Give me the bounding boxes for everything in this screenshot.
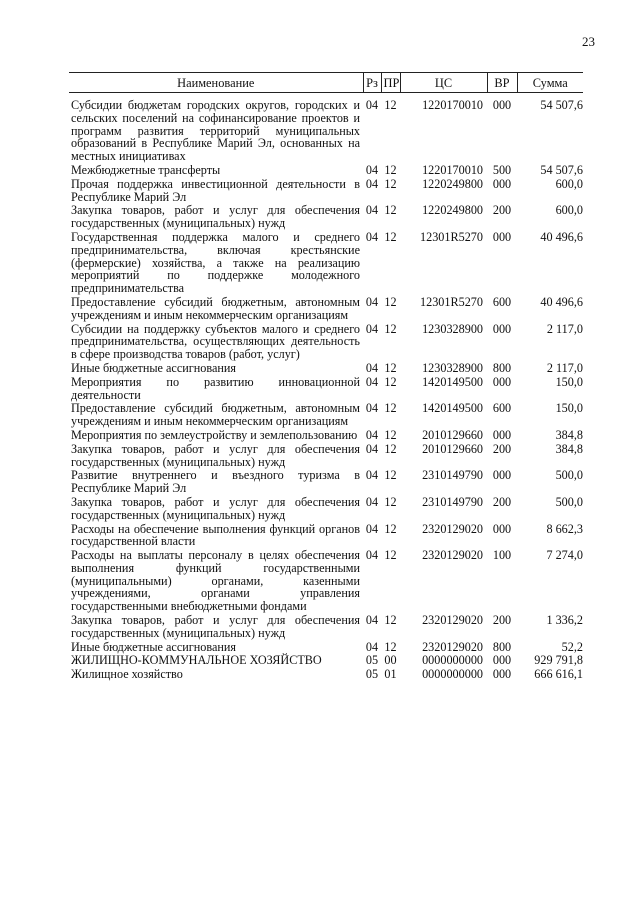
row-rz: 04: [365, 548, 379, 563]
row-name: Предоставление субсидий бюджетным, автономным учреждениям и иным некоммерческим организациям: [71, 294, 360, 322]
row-pr: 12: [384, 176, 397, 191]
table-row: [69, 204, 583, 231]
row-vr: 000: [492, 374, 512, 389]
row-sum: 150,0: [555, 401, 583, 416]
row-rz: 04: [365, 98, 379, 112]
row-cs: 2320129020: [422, 521, 483, 536]
row-rz: 04: [365, 401, 379, 416]
row-sum: 500,0: [555, 468, 583, 483]
row-vr: 000: [492, 653, 512, 668]
row-rz: 04: [365, 162, 379, 177]
row-name: Мероприятия по развитию инновационной деятельности: [71, 374, 360, 402]
row-vr: 600: [492, 401, 512, 416]
row-rz: 04: [365, 321, 379, 336]
row-name: Субсидии на поддержку субъектов малого и среднего предпринимательства, осуществляющих деятельность в сфере производства товаров (работ, услуг): [71, 321, 360, 362]
row-rz: 04: [365, 521, 379, 536]
row-vr: 000: [492, 229, 512, 244]
row-cs: 1230328900: [422, 360, 483, 375]
row-rz: 04: [365, 229, 379, 244]
row-name: Развитие внутреннего и въездного туризма в Республике Марий Эл: [71, 468, 360, 496]
table-row: [69, 641, 583, 655]
row-pr: 12: [384, 294, 397, 309]
row-name: Жилищное хозяйство: [71, 667, 183, 682]
row-sum: 384,8: [555, 441, 583, 456]
row-rz: 04: [365, 639, 379, 654]
row-sum: 600,0: [555, 176, 583, 191]
row-vr: 000: [492, 667, 512, 682]
row-name: Субсидии бюджетам городских округов, городских и сельских поселений на софинансирование проектов и программ развития территорий муниципальных образований в Республике Марий Эл, основанных на местных инициативах: [71, 98, 360, 164]
table-header: [69, 73, 583, 93]
row-name: Закупка товаров, работ и услуг для обеспечения государственных (муниципальных) нужд: [71, 613, 360, 640]
row-pr: 01: [384, 667, 397, 682]
row-cs: 2310149790: [422, 494, 483, 509]
row-pr: 12: [384, 521, 397, 536]
row-cs: 2010129660: [422, 427, 483, 442]
table-row: [69, 614, 583, 641]
table-row: [69, 178, 583, 205]
table-row: [69, 231, 583, 296]
row-sum: 1 336,2: [546, 613, 583, 628]
row-cs: 1420149500: [422, 401, 483, 416]
row-rz: 04: [365, 427, 379, 442]
row-name: Расходы на обеспечение выполнения функций органов государственной власти: [71, 521, 360, 549]
row-sum: 600,0: [555, 203, 583, 218]
table-row: [69, 164, 583, 178]
header-pr: ПР: [381, 73, 400, 93]
row-sum: 384,8: [555, 427, 583, 442]
row-name: Закупка товаров, работ и услуг для обеспечения государственных (муниципальных) нужд: [71, 203, 360, 231]
row-pr: 12: [384, 401, 397, 416]
row-cs: 2320129020: [422, 613, 483, 628]
table-row: [69, 496, 583, 523]
row-rz: 04: [365, 494, 379, 509]
table-row: [69, 429, 583, 443]
row-name: Расходы на выплаты персоналу в целях обеспечения выполнения функций государственными (муниципальными) органами, казенными учреждениями, органами управления государственными внебюджетными фондами: [71, 548, 360, 614]
row-name: Иные бюджетные ассигнования: [71, 639, 237, 654]
row-cs: 1220170010: [422, 162, 483, 177]
row-name: Закупка товаров, работ и услуг для обеспечения государственных (муниципальных) нужд: [71, 441, 360, 469]
row-rz: 04: [365, 176, 379, 191]
row-rz: 04: [365, 441, 379, 456]
row-pr: 12: [384, 441, 397, 456]
table-row: [69, 469, 583, 496]
row-pr: 12: [384, 203, 397, 218]
table-row: [69, 93, 583, 164]
row-rz: 04: [365, 468, 379, 483]
row-vr: 800: [492, 360, 512, 375]
row-pr: 12: [384, 321, 397, 336]
table-row: [69, 362, 583, 376]
row-cs: 12301R5270: [420, 294, 483, 309]
row-sum: 929 791,8: [534, 653, 583, 668]
row-vr: 100: [492, 548, 512, 563]
table-row: [69, 523, 583, 550]
row-vr: 600: [492, 294, 512, 309]
row-vr: 200: [492, 613, 512, 628]
budget-table: [69, 72, 583, 682]
row-sum: 54 507,6: [540, 98, 583, 112]
header-vr: ВР: [487, 73, 517, 93]
row-rz: 05: [365, 667, 379, 682]
row-pr: 12: [384, 548, 397, 563]
row-pr: 12: [384, 229, 397, 244]
header-sum: Сумма: [517, 73, 583, 93]
row-name: Межбюджетные трансферты: [71, 162, 221, 177]
row-rz: 04: [365, 374, 379, 389]
row-sum: 40 496,6: [540, 229, 583, 244]
row-name: Закупка товаров, работ и услуг для обеспечения государственных (муниципальных) нужд: [71, 494, 360, 522]
row-cs: 1420149500: [422, 374, 483, 389]
table-row: [69, 376, 583, 403]
row-sum: 500,0: [555, 494, 583, 509]
row-pr: 12: [384, 494, 397, 509]
row-name: Мероприятия по землеустройству и землепользованию: [71, 427, 358, 442]
row-vr: 500: [492, 162, 512, 177]
row-cs: 0000000000: [422, 653, 483, 668]
row-vr: 200: [492, 441, 512, 456]
row-vr: 000: [492, 321, 512, 336]
header-name: Наименование: [69, 73, 363, 93]
row-pr: 00: [384, 653, 397, 668]
row-sum: 40 496,6: [540, 294, 583, 309]
table-body: [69, 93, 583, 683]
row-sum: 2 117,0: [546, 321, 583, 336]
row-cs: 1230328900: [422, 321, 483, 336]
row-cs: 2310149790: [422, 468, 483, 483]
row-rz: 04: [365, 294, 379, 309]
row-cs: 2010129660: [422, 441, 483, 456]
row-cs: 0000000000: [422, 667, 483, 682]
row-name: ЖИЛИЩНО-КОММУНАЛЬНОЕ ХОЗЯЙСТВО: [71, 653, 322, 668]
table-row: [69, 668, 583, 682]
row-cs: 2320129020: [422, 548, 483, 563]
page-number: 23: [582, 34, 595, 49]
table-row: [69, 296, 583, 323]
row-cs: 12301R5270: [420, 229, 483, 244]
row-vr: 000: [492, 427, 512, 442]
row-vr: 800: [492, 639, 512, 654]
table-row: [69, 549, 583, 614]
row-name: Государственная поддержка малого и среднего предпринимательства, включая крестьянские (фермерские) хозяйства, а также на реализацию мероприятий по поддержке молодежного предпринимательства: [71, 229, 360, 296]
row-pr: 12: [384, 613, 397, 628]
table-row: [69, 323, 583, 362]
header-cs: ЦС: [400, 73, 487, 93]
row-sum: 54 507,6: [540, 162, 583, 177]
table-row: [69, 402, 583, 429]
table-row: [69, 654, 583, 668]
row-sum: 7 274,0: [546, 548, 583, 563]
row-pr: 12: [384, 427, 397, 442]
header-rz: Рз: [363, 73, 381, 93]
row-cs: 1220249800: [422, 176, 483, 191]
row-rz: 04: [365, 203, 379, 218]
row-vr: 200: [492, 203, 512, 218]
row-rz: 05: [365, 653, 379, 668]
row-vr: 200: [492, 494, 512, 509]
row-rz: 04: [365, 360, 379, 375]
row-pr: 12: [384, 374, 397, 389]
row-pr: 12: [384, 639, 397, 654]
row-cs: 1220249800: [422, 203, 483, 218]
row-rz: 04: [365, 613, 379, 628]
row-vr: 000: [492, 468, 512, 483]
row-name: Иные бюджетные ассигнования: [71, 360, 237, 375]
row-sum: 52,2: [561, 639, 583, 654]
row-sum: 150,0: [555, 374, 583, 389]
row-vr: 000: [492, 176, 512, 191]
row-pr: 12: [384, 468, 397, 483]
row-cs: 1220170010: [422, 98, 483, 112]
row-pr: 12: [384, 98, 397, 112]
row-sum: 666 616,1: [534, 667, 583, 682]
row-name: Прочая поддержка инвестиционной деятельности в Республике Марий Эл: [71, 176, 360, 204]
row-name: Предоставление субсидий бюджетным, автономным учреждениям и иным некоммерческим организациям: [71, 401, 360, 429]
row-sum: 8 662,3: [546, 521, 583, 536]
table-row: [69, 443, 583, 470]
row-pr: 12: [384, 360, 397, 375]
row-vr: 000: [492, 521, 512, 536]
row-pr: 12: [384, 162, 397, 177]
row-vr: 000: [492, 98, 512, 112]
row-sum: 2 117,0: [546, 360, 583, 375]
row-cs: 2320129020: [422, 639, 483, 654]
